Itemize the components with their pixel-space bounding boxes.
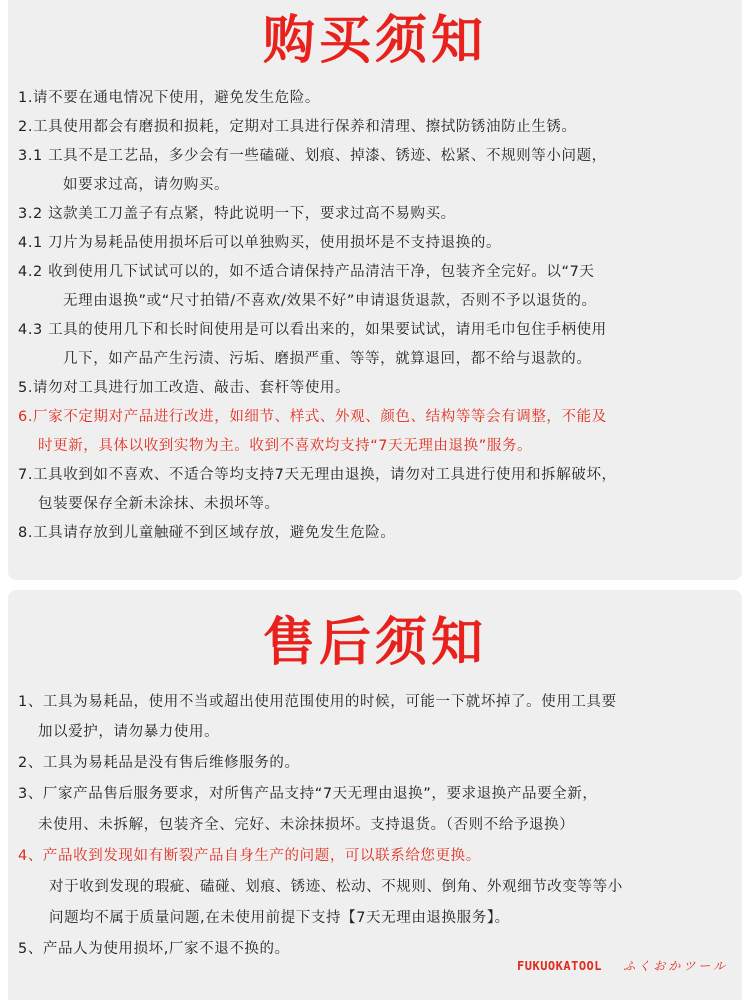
purchase-line-4-1: 4.1 刀片为易耗品使用损坏后可以单独购买，使用损坏是不支持退换的。 <box>18 235 502 251</box>
aftersales-line-2: 2、工具为易耗品是没有售后维修服务的。 <box>18 755 300 771</box>
purchase-line-6-cont: 时更新，具体以收到实物为主。收到不喜欢均支持“7天无理由退换”服务。 <box>38 438 533 454</box>
brand-signature <box>517 957 728 974</box>
purchase-notice-panel <box>8 0 742 580</box>
aftersales-notice-panel <box>8 590 742 1000</box>
aftersales-line-4-detail: 对于收到发现的瑕疵、磕碰、划痕、锈迹、松动、不规则、倒角、外观细节改变等等小 <box>49 879 623 895</box>
aftersales-line-5: 5、产品人为使用损坏,厂家不退不换的。 <box>18 941 290 957</box>
aftersales-line-1-cont: 加以爱护，请勿暴力使用。 <box>38 724 220 740</box>
purchase-line-3-1-cont: 如要求过高，请勿购买。 <box>63 177 230 193</box>
purchase-line-4-3: 4.3 工具的使用几下和长时间使用是可以看出来的，如果要试试，请用毛巾包住手柄使用 <box>18 322 607 338</box>
purchase-line-6: 6.厂家不定期对产品进行改进，如细节、样式、外观、颜色、结构等等会有调整，不能及 <box>18 409 607 425</box>
purchase-line-4-2: 4.2 收到使用几下试试可以的，如不适合请保持产品清洁干净，包装齐全完好。以“7天 <box>18 264 595 280</box>
aftersales-line-3-cont: 未使用、未拆解，包装齐全、完好、未涂抹损坏。支持退货。（否则不给予退换） <box>38 817 575 833</box>
brand-name: FUKUOKATOOL <box>517 959 602 973</box>
purchase-line-4-2-cont: 无理由退换”或“尺寸拍错/不喜欢/效果不好”申请退货退款，否则不予以退货的。 <box>63 293 597 309</box>
aftersales-line-3: 3、厂家产品售后服务要求，对所售产品支持“7天无理由退换”，要求退换产品要全新， <box>18 786 598 802</box>
aftersales-line-4: 4、产品收到发现如有断裂产品自身生产的问题，可以联系给您更换。 <box>18 848 481 864</box>
aftersales-line-4-detail-cont: 问题均不属于质量问题,在未使用前提下支持【7天无理由退换服务】。 <box>49 910 510 926</box>
purchase-line-5: 5.请勿对工具进行加工改造、敲击、套杆等使用。 <box>18 380 351 396</box>
purchase-line-7-cont: 包装要保存全新未涂抹、未损坏等。 <box>38 496 280 512</box>
purchase-line-7: 7.工具收到如不喜欢、不适合等均支持7天无理由退换，请勿对工具进行使用和拆解破坏， <box>18 467 617 483</box>
brand-japanese-name: ふくおかツール <box>623 959 728 973</box>
purchase-line-3-2: 3.2 这款美工刀盖子有点紧，特此说明一下，要求过高不易购买。 <box>18 206 456 222</box>
aftersales-line-1: 1、工具为易耗品，使用不当或超出使用范围使用的时候，可能一下就坏掉了。使用工具要 <box>18 694 617 710</box>
purchase-line-3-1: 3.1 工具不是工艺品，多少会有一些磕碰、划痕、掉漆、锈迹、松紧、不规则等小问题， <box>18 148 607 164</box>
purchase-line-2: 2.工具使用都会有磨损和损耗，定期对工具进行保养和清理、擦拭防锈油防止生锈。 <box>18 119 577 135</box>
purchase-line-8: 8.工具请存放到儿童触碰不到区域存放，避免发生危险。 <box>18 525 396 541</box>
purchase-line-1: 1.请不要在通电情况下使用，避免发生危险。 <box>18 90 320 106</box>
purchase-notice-title: 购买须知 <box>262 11 487 71</box>
aftersales-notice-title: 售后须知 <box>262 613 487 673</box>
purchase-line-4-3-cont: 几下，如产品产生污渍、污垢、磨损严重、等等，就算退回，都不给与退款的。 <box>63 351 592 367</box>
